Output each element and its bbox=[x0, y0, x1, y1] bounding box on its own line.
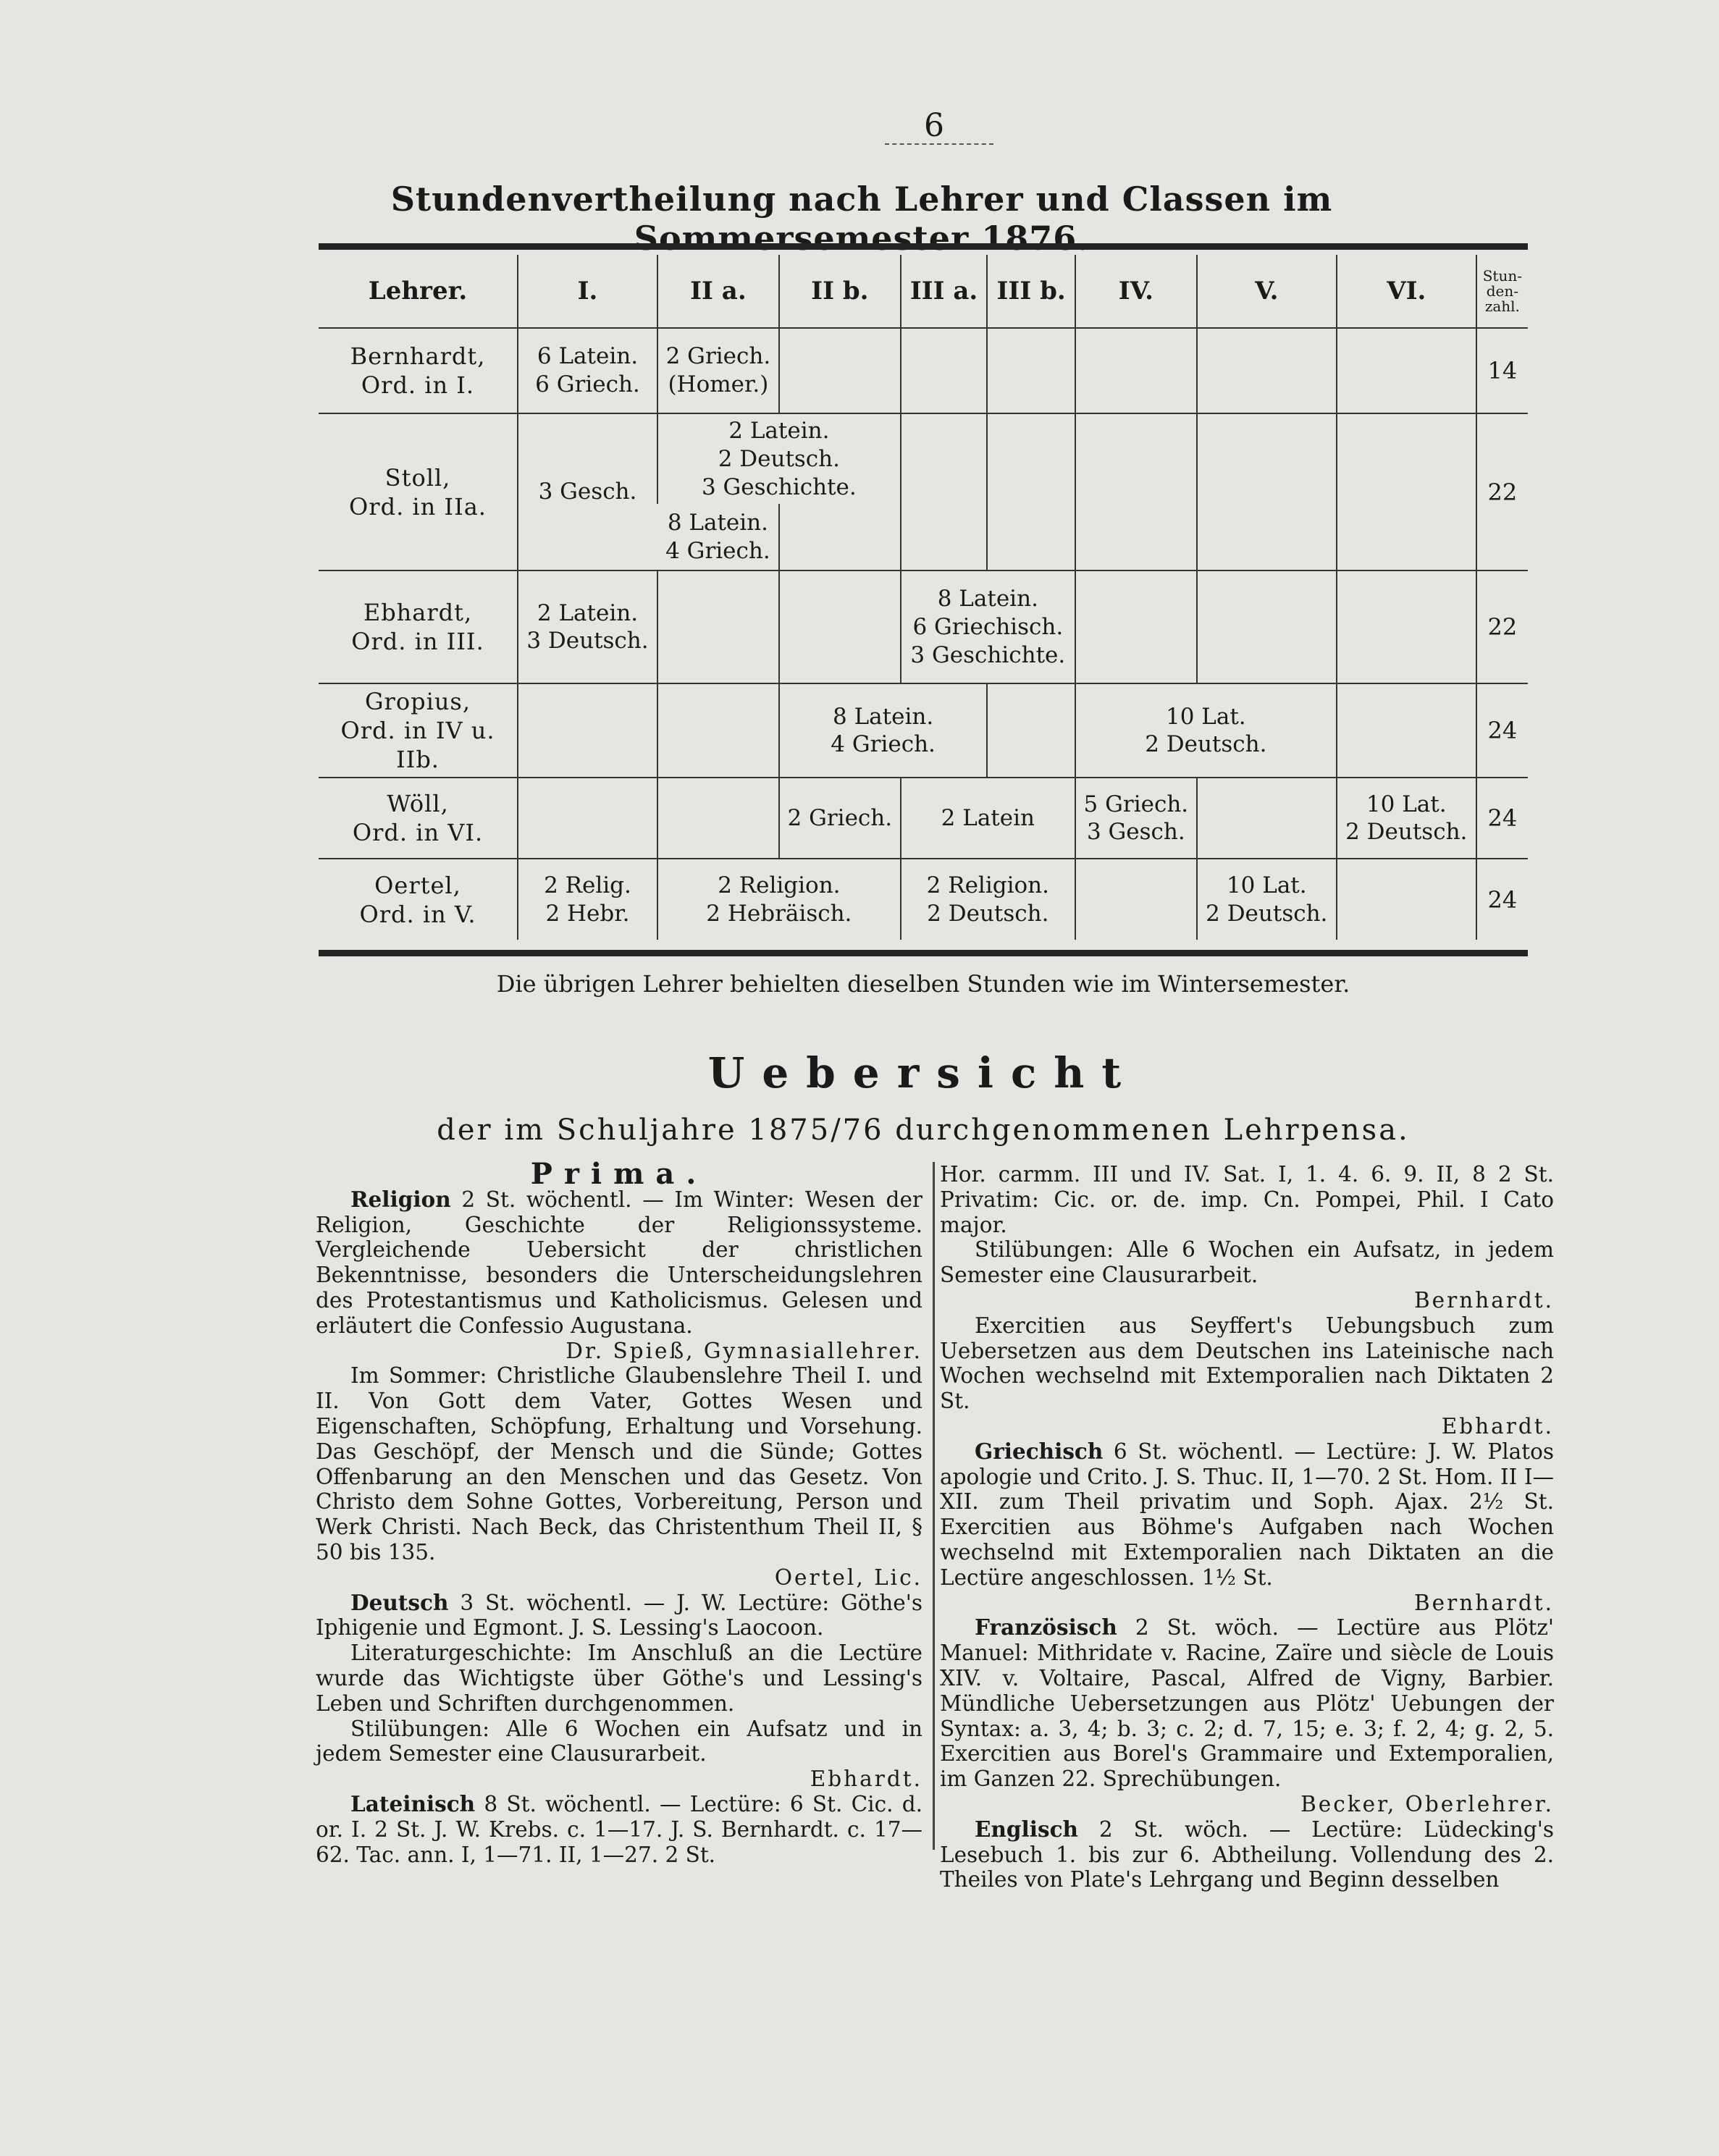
exercitien-signature: Ebhardt. bbox=[1441, 1413, 1554, 1439]
section-heading: Uebersicht bbox=[707, 1048, 1139, 1098]
stil-signature: Bernhardt. bbox=[1413, 1287, 1554, 1313]
stil-paragraph: Stilübungen: Alle 6 Wochen ein Aufsatz, in jedem Semester eine Clausurarbeit. bbox=[940, 1237, 1554, 1288]
cell-V: 10 Lat. 2 Deutsch. bbox=[1197, 859, 1337, 940]
stil-paragraph: Stilübungen: Alle 6 Wochen ein Aufsatz und in jedem Semester eine Clausurarbeit. bbox=[316, 1716, 922, 1767]
religion-paragraph: Religion 2 St. wöchentl. — Im Winter: Wesen der Religion, Geschichte der Religionssysteme. Vergleichende Uebersicht der christlichen Bekenntnisse, besonders die Unterscheidungslehren des Protestantismus und Katholicismus. Gelesen und erläutert die Confessio Augustana. bbox=[316, 1186, 922, 1338]
sommer-signature: Oertel, Lic. bbox=[774, 1565, 922, 1590]
teacher-cell: Oertel, Ord. in V. bbox=[319, 859, 518, 940]
deutsch-paragraph: Deutsch 3 St. wöchentl. — J. W. Lectüre: Göthe's Iphigenie und Egmont. J. S. Lessing's Laocoon. bbox=[316, 1589, 922, 1641]
cell-VI bbox=[1337, 683, 1476, 778]
column-divider bbox=[933, 1162, 935, 1850]
cell-I: 2 Latein. 3 Deutsch. bbox=[518, 570, 657, 683]
cell-IIb bbox=[779, 504, 901, 570]
header-class-VI: VI. bbox=[1337, 255, 1476, 328]
header-class-IIIa: III a. bbox=[901, 255, 988, 328]
cell-IV: 5 Griech. 3 Gesch. bbox=[1075, 778, 1197, 859]
cell-V bbox=[1197, 570, 1337, 683]
header-class-IIIb: III b. bbox=[987, 255, 1075, 328]
cell-I bbox=[518, 778, 657, 859]
schedule-table bbox=[319, 255, 1528, 940]
griechisch-paragraph: Griechisch 6 St. wöchentl. — Lectüre: J. W. Platos apologie und Crito. J. S. Thuc. II, 1—70. 2 St. Hom. II I—XII. zum Theil privatim und Soph. Ajax. 2½ St. Exercitien aus Böhme's Aufgaben nach Wochen wechselnd mit Extemporalien nach Diktaten an die Lectüre angeschlossen. 1½ St. bbox=[940, 1438, 1554, 1590]
table-row bbox=[319, 570, 1528, 683]
table-row bbox=[319, 778, 1528, 859]
header-lehrer: Lehrer. bbox=[368, 276, 468, 306]
cell-IIa bbox=[657, 570, 779, 683]
griechisch-signature: Bernhardt. bbox=[1413, 1590, 1554, 1615]
teacher-cell: Wöll, Ord. in VI. bbox=[319, 778, 518, 859]
cell-IIb bbox=[779, 570, 901, 683]
cell-V bbox=[1197, 328, 1337, 413]
cell-IIa bbox=[657, 683, 779, 778]
table-top-rule bbox=[319, 243, 1528, 250]
cell-IIa bbox=[657, 778, 779, 859]
cell-IIIa-IIIb: 2 Latein bbox=[901, 778, 1075, 859]
cell-IV bbox=[1075, 859, 1197, 940]
cell-IIIa-IIIb: 8 Latein. 6 Griechisch. 3 Geschichte. bbox=[901, 570, 1075, 683]
table-row bbox=[319, 413, 1528, 504]
total-cell: 24 bbox=[1476, 683, 1528, 778]
cell-IIIa bbox=[901, 328, 988, 413]
cell-IV bbox=[1075, 413, 1197, 570]
cell-I: 6 Latein. 6 Griech. bbox=[518, 328, 657, 413]
englisch-paragraph: Englisch 2 St. wöch. — Lectüre: Lüdecking's Lesebuch 1. bis zur 6. Abtheilung. Vollendung des 2. Theiles von Plate's Lehrgang und Beginn desselben bbox=[940, 1816, 1554, 1892]
page-number-ornament bbox=[885, 143, 993, 145]
cell-IV bbox=[1075, 328, 1197, 413]
schedule-title: Stundenvertheilung nach Lehrer und Classen im Sommersemester 1876. bbox=[390, 180, 1333, 258]
cell-IIb: 8 Latein. 4 Griech. bbox=[779, 683, 987, 778]
table-note: Die übrigen Lehrer behielten dieselben Stunden wie im Wintersemester. bbox=[496, 970, 1350, 998]
cell-IIIa bbox=[901, 413, 988, 570]
stil-signature: Ebhardt. bbox=[810, 1767, 922, 1792]
table-row bbox=[319, 859, 1528, 940]
section-subheading: der im Schuljahre 1875/76 durchgenommenen Lehrpensa. bbox=[437, 1113, 1410, 1147]
cell-IIa-IIb: 2 Religion. 2 Hebräisch. bbox=[657, 859, 901, 940]
religion-signature: Dr. Spieß, Gymnasiallehrer. bbox=[566, 1338, 922, 1363]
horaz-paragraph: Hor. carmm. III und IV. Sat. I, 1. 4. 6. 9. II, 8 2 St. Privatim: Cic. or. de. imp. Cn. Pompei, Phil. I Cato major. bbox=[940, 1162, 1554, 1237]
sommer-paragraph: Im Sommer: Christliche Glaubenslehre Theil I. und II. Von Gott dem Vater, Gottes Wesen und Eigenschaften, Schöpfung, Erhaltung und Vorsehung. Das Geschöpf, der Mensch und die Sünde; Gottes Offenbarung an den Menschen und das Gesetz. Von Christo dem Sohne Gottes, Vorbereitung, Person und Werk Christi. Nach Beck, das Christenthum Theil II, § 50 bis 135. bbox=[316, 1363, 922, 1565]
exercitien-paragraph: Exercitien aus Seyffert's Uebungsbuch zum Uebersetzen aus dem Deutschen ins Lateinische nach Wochen wechselnd mit Extemporalien nach Diktaten 2 St. bbox=[940, 1313, 1554, 1414]
teacher-cell: Stoll, Ord. in IIa. bbox=[319, 413, 518, 570]
literatur-paragraph: Literaturgeschichte: Im Anschluß an die Lectüre wurde das Wichtigste über Göthe's und Lessing's Leben und Schriften durchgenommen. bbox=[316, 1641, 922, 1716]
cell-I: 2 Relig. 2 Hebr. bbox=[518, 859, 657, 940]
total-cell: 24 bbox=[1476, 859, 1528, 940]
cell-I bbox=[518, 683, 657, 778]
franzoesisch-signature: Becker, Oberlehrer. bbox=[1300, 1791, 1554, 1816]
teacher-cell: Gropius, Ord. in IV u. IIb. bbox=[319, 683, 518, 778]
table-bottom-rule bbox=[319, 950, 1528, 956]
cell-VI bbox=[1337, 328, 1476, 413]
header-class-I: I. bbox=[518, 255, 657, 328]
cell-IIIb bbox=[987, 413, 1075, 570]
header-class-IIb: II b. bbox=[779, 255, 901, 328]
cell-IV: 10 Lat. 2 Deutsch. bbox=[1075, 683, 1337, 778]
cell-IV bbox=[1075, 570, 1197, 683]
cell-IIb bbox=[779, 328, 901, 413]
franzoesisch-paragraph: Französisch 2 St. wöch. — Lectüre aus Plötz' Manuel: Mithridate v. Racine, Zaïre und siècle de Louis XIV. v. Voltaire, Pascal, Alfred de Vigny, Barbier. Mündliche Uebersetzungen aus Plötz' Uebungen der Syntax: a. 3, 4; b. 3; c. 2; d. 7, 15; e. 3; f. 2, 4; g. 2, 5. Exercitien aus Borel's Grammaire und Extemporalien, im Ganzen 22. Sprechübungen. bbox=[940, 1614, 1554, 1792]
cell-IIIb bbox=[987, 683, 1075, 778]
header-class-IIa: II a. bbox=[657, 255, 779, 328]
cell-I: 3 Gesch. bbox=[518, 413, 657, 570]
prima-heading: Prima. bbox=[530, 1157, 708, 1191]
header-class-V: V. bbox=[1197, 255, 1337, 328]
teacher-cell: Ebhardt, Ord. in III. bbox=[319, 570, 518, 683]
table-row bbox=[319, 683, 1528, 778]
total-cell: 22 bbox=[1476, 413, 1528, 570]
latein-paragraph: Lateinisch 8 St. wöchentl. — Lectüre: 6 St. Cic. d. or. I. 2 St. J. W. Krebs. c. 1—17. J. S. Bernhardt. c. 17—62. Tac. ann. I, 1—71. II, 1—27. 2 St. bbox=[316, 1790, 922, 1867]
cell-VI bbox=[1337, 413, 1476, 570]
total-cell: 22 bbox=[1476, 570, 1528, 683]
cell-IIa: 2 Griech. (Homer.) bbox=[657, 328, 779, 413]
cell-VI: 10 Lat. 2 Deutsch. bbox=[1337, 778, 1476, 859]
table-header-row bbox=[319, 255, 1528, 328]
header-class-IV: IV. bbox=[1075, 255, 1197, 328]
table-row bbox=[319, 328, 1528, 413]
cell-IIa: 8 Latein. 4 Griech. bbox=[665, 510, 770, 564]
total-cell: 24 bbox=[1476, 778, 1528, 859]
cell-IIa-IIb: 2 Latein. 2 Deutsch. 3 Geschichte. bbox=[657, 413, 901, 504]
cell-V bbox=[1197, 413, 1337, 570]
cell-VI bbox=[1337, 570, 1476, 683]
teacher-cell: Bernhardt, Ord. in I. bbox=[319, 328, 518, 413]
left-column bbox=[316, 1157, 922, 1867]
cell-IIIa-IIIb: 2 Religion. 2 Deutsch. bbox=[901, 859, 1075, 940]
header-stundenzahl: Stun- den- zahl. bbox=[1476, 255, 1528, 328]
right-column bbox=[940, 1162, 1554, 1892]
page-number: 6 bbox=[924, 107, 944, 144]
cell-VI bbox=[1337, 859, 1476, 940]
cell-V bbox=[1197, 778, 1337, 859]
cell-IIb: 2 Griech. bbox=[779, 778, 901, 859]
total-cell: 14 bbox=[1476, 328, 1528, 413]
cell-IIIb bbox=[987, 328, 1075, 413]
